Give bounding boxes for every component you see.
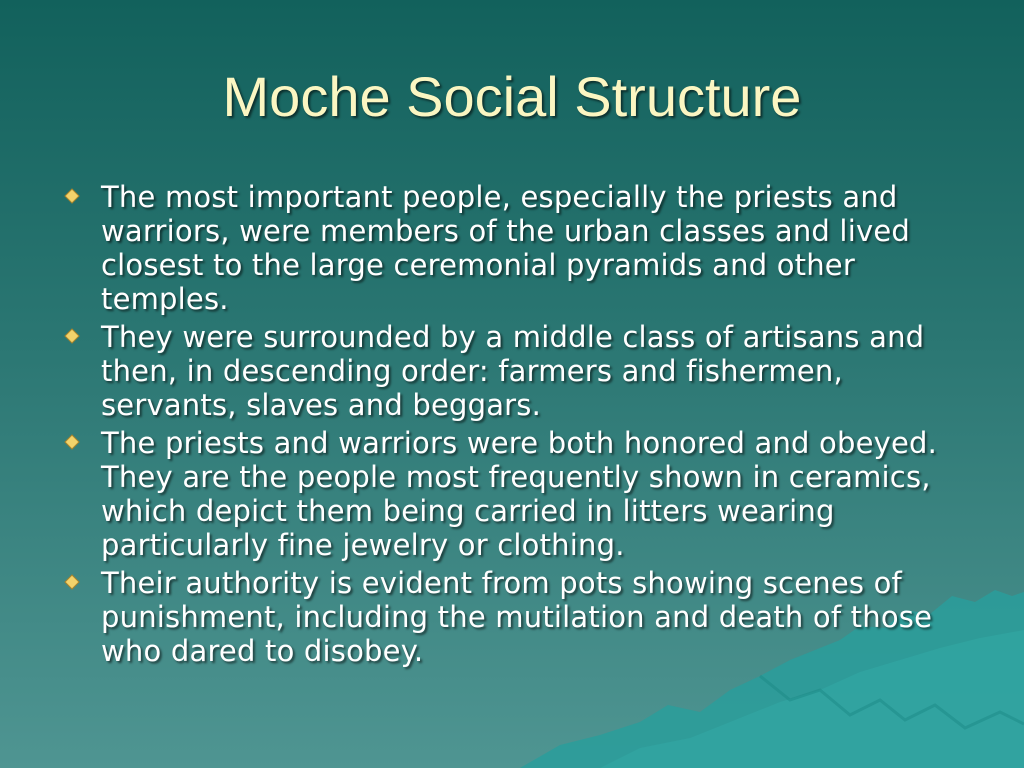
diamond-icon	[64, 328, 80, 344]
bullet-list	[60, 180, 980, 672]
diamond-icon	[64, 434, 80, 450]
bullet-text: They were surrounded by a middle class of artisans and then, in descending order: farmers and fishermen, servants, slaves and beggars.	[101, 320, 925, 422]
bullet-text: The most important people, especially the priests and warriors, were members of the urban classes and lived closest to the large ceremonial pyramids and other temples.	[101, 180, 910, 316]
bullet-item	[60, 426, 980, 562]
diamond-icon	[64, 188, 80, 204]
diamond-icon	[64, 574, 80, 590]
bullet-item	[60, 566, 980, 668]
bullet-text: Their authority is evident from pots showing scenes of punishment, including the mutilation and death of those who dared to disobey.	[101, 566, 933, 668]
bullet-item	[60, 180, 980, 316]
slide-title: Moche Social Structure	[222, 65, 802, 128]
bullet-text: The priests and warriors were both honored and obeyed. They are the people most frequently shown in ceramics, which depict them being carried in litters wearing particularly fine jewelry or clothing.	[101, 426, 938, 562]
bullet-item	[60, 320, 980, 422]
